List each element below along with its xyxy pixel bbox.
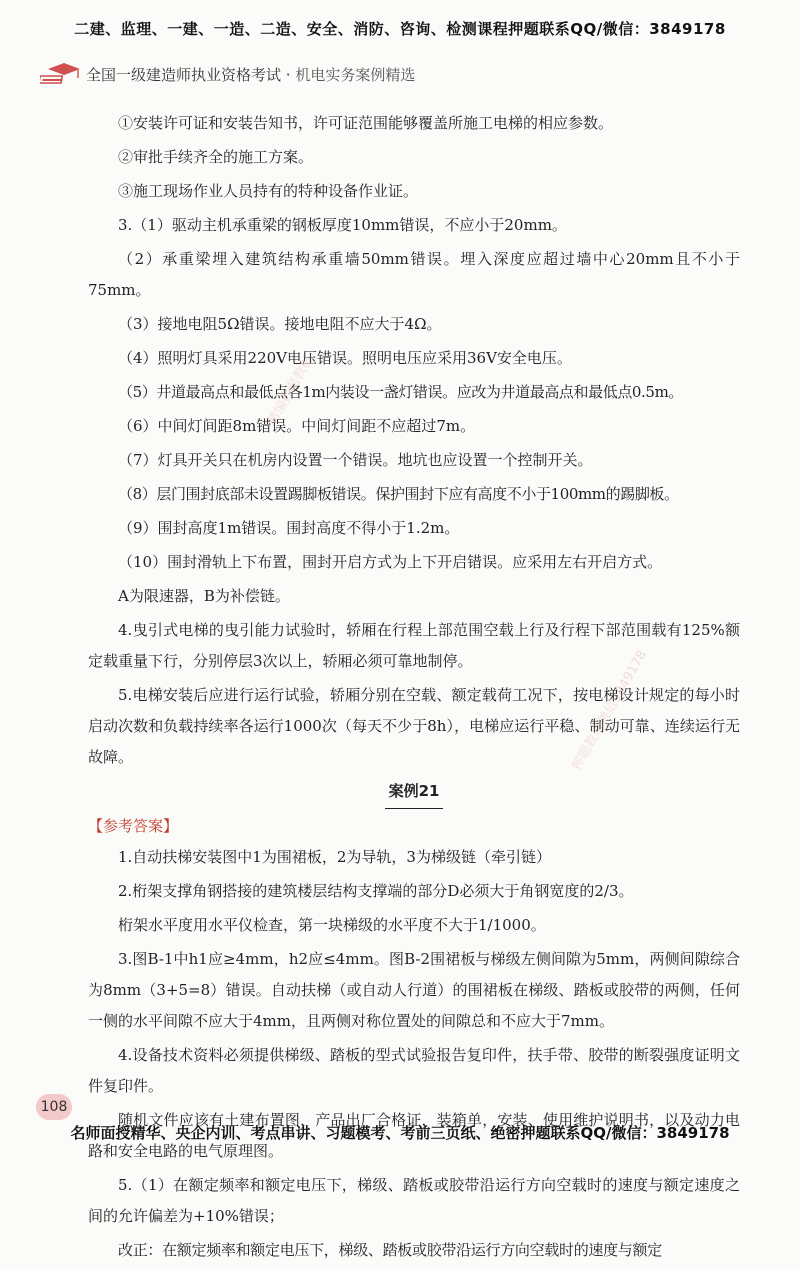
exam-title: 全国一级建造师执业资格考试 xyxy=(86,66,282,84)
watermark: 押题教材微信3849178 xyxy=(569,647,651,774)
answer-paragraph: （6）中间灯间距8m错误。中间灯间距不应超过7m。 xyxy=(118,417,476,435)
answer-paragraph: （8）层门围封底部未设置踢脚板错误。保护围封下应有高度不小于100mm的踢脚板。 xyxy=(118,485,679,503)
reference-answer-label: 【参考答案】 xyxy=(88,817,179,835)
answer-paragraph: 2.桁架支撑角钢搭接的建筑楼层结构支撑端的部分D必须大于角钢宽度的2/3。 xyxy=(118,882,634,900)
answer-paragraph: （2）承重梁埋入建筑结构承重墙50mm错误。埋入深度应超过墙中心20mm且不小于75mm。 xyxy=(88,250,740,299)
answer-paragraph: 1.自动扶梯安装图中1为围裙板，2为导轨，3为梯级链（牵引链） xyxy=(118,848,551,866)
answer-paragraph: 4.设备技术资料必须提供梯级、踏板的型式试验报告复印件，扶手带、胶带的断裂强度证明文件复印件。 xyxy=(88,1046,740,1095)
answer-paragraph: （7）灯具开关只在机房内设置一个错误。地坑也应设置一个控制开关。 xyxy=(118,451,593,469)
page-number: 108 xyxy=(36,1094,72,1120)
case-title xyxy=(88,776,740,809)
header-title xyxy=(86,64,415,85)
answer-paragraph: ①安装许可证和安装告知书，许可证范围能够覆盖所施工电梯的相应参数。 xyxy=(118,114,614,132)
answer-paragraph: 5.电梯安装后应进行运行试验，轿厢分别在空载、额定载荷工况下，按电梯设计规定的每小时启动次数和负载持续率各运行1000次（每天不少于8h），电梯应运行平稳、制动可靠、连续运行无故障。 xyxy=(88,686,740,766)
answer-paragraph: ③施工现场作业人员持有的特种设备作业证。 xyxy=(118,182,419,200)
answer-paragraph: ②审批手续齐全的施工方案。 xyxy=(118,148,314,166)
answer-paragraph: 改正：在额定频率和额定电压下，梯级、踏板或胶带沿运行方向空载时的速度与额定 xyxy=(118,1241,662,1259)
answer-paragraph: 随机文件应该有土建布置图，产品出厂合格证，装箱单，安装、使用维护说明书，以及动力电路和安全电路的电气原理图。 xyxy=(88,1111,740,1160)
answer-paragraph: 3.图B-1中h1应≥4mm，h2应≤4mm。图B-2围裙板与梯级左侧间隙为5mm，两侧间隙综合为8mm（3+5=8）错误。自动扶梯（或自动人行道）的围裙板在梯级、踏板或胶带的两侧，任何一侧的水平间隙不应大于4mm，且两侧对称位置处的间隙总和不应大于7mm。 xyxy=(88,950,740,1030)
watermark: 精编押题教材 xyxy=(264,352,317,429)
page-header xyxy=(40,60,760,90)
answer-paragraph: （9）围封高度1m错误。围封高度不得小于1.2m。 xyxy=(118,519,460,537)
graduation-cap-icon xyxy=(40,60,84,88)
answer-paragraph: A为限速器，B为补偿链。 xyxy=(118,587,290,605)
book-subtitle: 机电实务案例精选 xyxy=(295,66,416,84)
answer-paragraph: （3）接地电阻5Ω错误。接地电阻不应大于4Ω。 xyxy=(118,315,442,333)
answer-paragraph: （10）围封滑轨上下布置，围封开启方式为上下开启错误。应采用左右开启方式。 xyxy=(118,553,663,571)
answer-paragraph: （4）照明灯具采用220V电压错误。照明电压应采用36V安全电压。 xyxy=(118,349,572,367)
answer-paragraph: 5.（1）在额定频率和额定电压下，梯级、踏板或胶带沿运行方向空载时的速度与额定速度之间的允许偏差为+10%错误； xyxy=(88,1176,740,1225)
bottom-promo-banner: 名师面授精华、央企内训、考点串讲、习题模考、考前三页纸、绝密押题联系QQ/微信：3849178 xyxy=(70,1124,730,1142)
answer-paragraph: 3.（1）驱动主机承重梁的钢板厚度10mm错误，不应小于20mm。 xyxy=(118,216,567,234)
answer-paragraph: 桁架水平度用水平仪检查，第一块梯级的水平度不大于1/1000。 xyxy=(118,916,546,934)
page-body xyxy=(88,108,740,1269)
top-promo-banner: 二建、监理、一建、一造、二造、安全、消防、咨询、检测课程押题联系QQ/微信：3849178 xyxy=(74,20,726,38)
answer-paragraph: 4.曳引式电梯的曳引能力试验时，轿厢在行程上部范围空载上行及行程下部范围载有125%额定载重量下行，分别停层3次以上，轿厢必须可靠地制停。 xyxy=(88,621,740,670)
case-title-text: 案例21 xyxy=(385,776,444,809)
answer-paragraph: （5）井道最高点和最低点各1m内装设一盏灯错误。应改为井道最高点和最低点0.5m。 xyxy=(118,383,683,401)
title-separator: · xyxy=(285,66,291,84)
